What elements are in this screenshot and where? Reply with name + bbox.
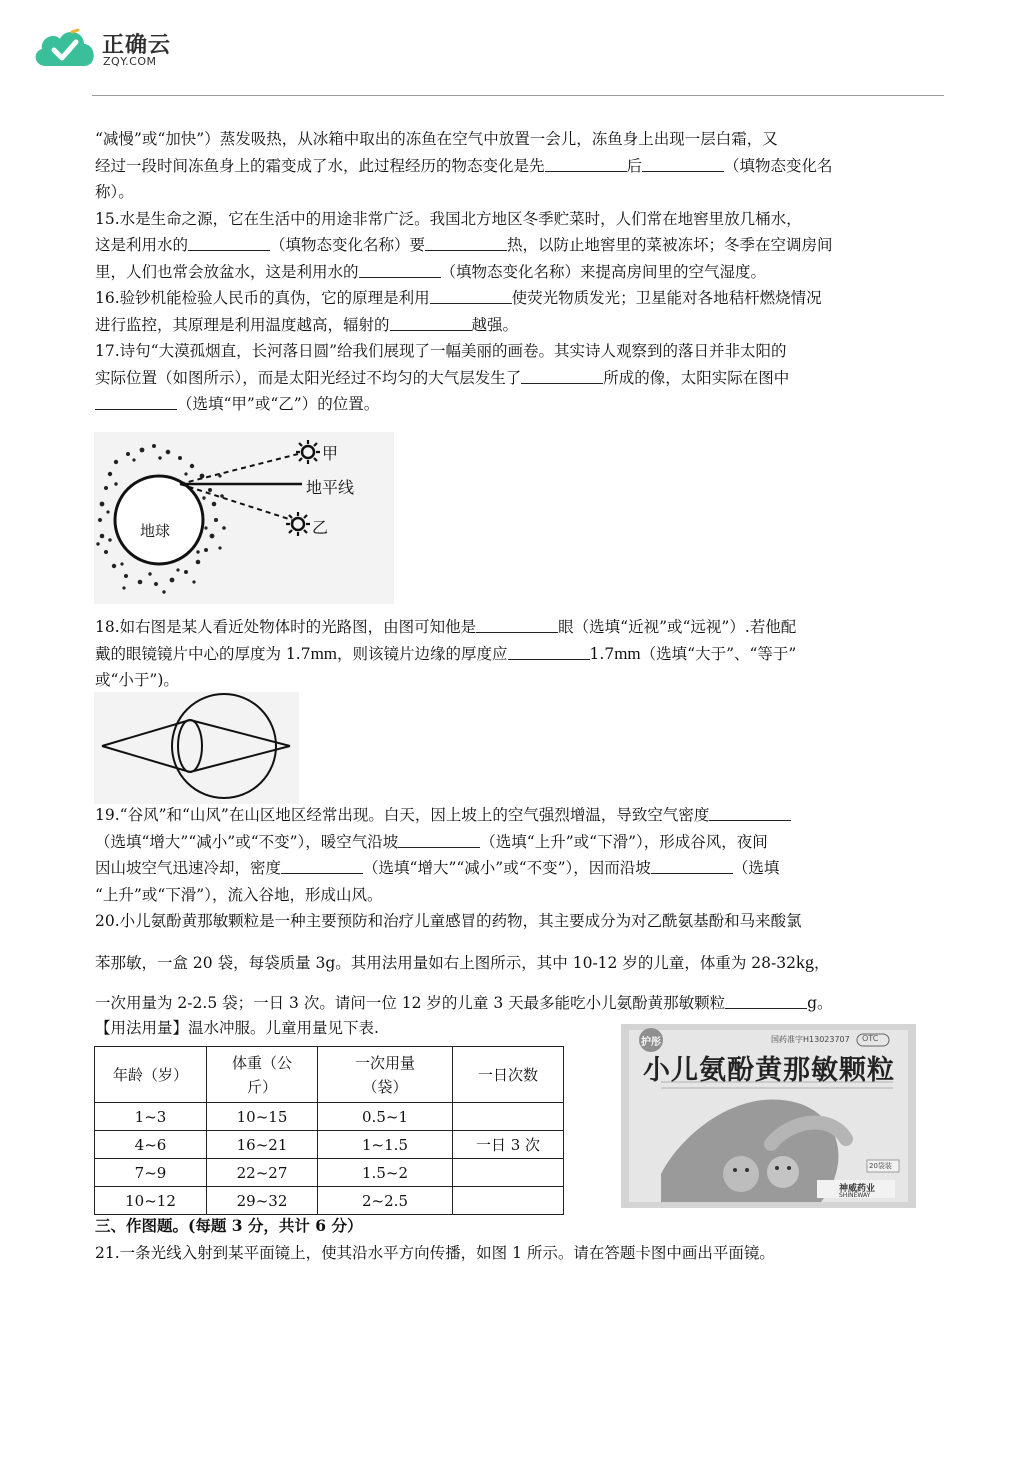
q20-line-1: 20.小儿氨酚黄那敏颗粒是一种主要预防和治疗儿童感冒的药物，其主要成分为对乙酰氨基酚和马来酸氯 xyxy=(95,912,802,930)
header-divider xyxy=(92,95,944,96)
answer-blank[interactable] xyxy=(725,992,807,1009)
box-badge: 护彤 xyxy=(641,1037,661,1048)
q14-line-3: 称）。 xyxy=(95,183,134,201)
q19-line-1: 19.“谷风”和“山风”在山区地区经常出现。白天，因上坡上的空气强烈增温，导致空气密度 xyxy=(95,802,937,829)
box-title: 小儿氨酚黄那敏颗粒 xyxy=(643,1055,895,1086)
q15-line-2: 这是利用水的 （填物态变化名称）要 热，以防止地窖里的菜被冻坏；冬季在空调房间 xyxy=(95,236,833,254)
answer-blank[interactable] xyxy=(430,287,512,304)
answer-blank[interactable] xyxy=(95,393,177,410)
question-content-3 xyxy=(95,802,937,1039)
sun-yi-icon xyxy=(286,512,310,536)
q15-line-1: 15.水是生命之源，它在生活中的用途非常广泛。我国北方地区冬季贮菜时，人们常在地窖里放几桶水， xyxy=(95,209,802,228)
q14-line-1: “减慢”或“加快”）蒸发吸热，从冰箱中取出的冻鱼在空气中放置一会儿，冻鱼身上出现一层白霜，又 xyxy=(95,130,778,148)
times-per-day: 一日 3 次 xyxy=(453,1131,564,1159)
medicine-box-image xyxy=(621,1024,916,1208)
answer-blank[interactable] xyxy=(188,234,270,251)
answer-blank[interactable] xyxy=(642,155,724,172)
sun-jia-icon xyxy=(296,440,320,464)
q20-line-3: 一次用量为 2-2.5 袋；一日 3 次。请问一位 12 岁的儿童 3 天最多能吃小儿氨酚黄那敏颗粒 g。 xyxy=(95,994,833,1012)
answer-blank[interactable] xyxy=(359,261,441,278)
table-row: 10~12 29~32 2~2.5 xyxy=(95,1187,564,1215)
answer-blank[interactable] xyxy=(545,155,627,172)
answer-blank[interactable] xyxy=(281,857,363,874)
answer-blank[interactable] xyxy=(390,314,472,331)
q19-line-4: “上升”或“下滑”），流入谷地，形成山风。 xyxy=(95,885,383,904)
q21-line: 21.一条光线入射到某平面镜上，使其沿水平方向传播，如图 1 所示。请在答题卡图中画出平面镜。 xyxy=(95,1243,775,1262)
q20-usage: 【用法用量】温水冲服。儿童用量见下表. xyxy=(95,1018,379,1037)
q15-line-3: 里，人们也常会放盆水，这是利用水的 （填物态变化名称）来提高房间里的空气湿度。 xyxy=(95,262,767,281)
table-row: 7~9 22~27 1.5~2 xyxy=(95,1159,564,1187)
table-row: 4~6 16~21 1~1.5 一日 3 次 xyxy=(95,1131,564,1159)
cloud-check-logo-icon xyxy=(30,22,100,72)
q17-line-2: 实际位置（如图所示），而是太阳光经过不均匀的大气层发生了 所成的像，太阳实际在图中 xyxy=(95,368,790,387)
q19-line-3: 因山坡空气迅速冷却，密度 （选填“增大”“减小”或“不变”），因而沿坡 （选填 xyxy=(95,859,780,877)
brand-domain: ZQY.COM xyxy=(103,55,157,68)
q20-line-2: 苯那敏，一盒 20 袋，每袋质量 3g。其用法用量如右上图所示，其中 10-12 岁的儿童，体重为 28-32kg， xyxy=(95,951,830,972)
answer-blank[interactable] xyxy=(508,643,590,660)
q18-line-1: 18.如右图是某人看近处物体时的光路图，由图可知他是 眼（选填“近视”或“远视”）.若他配 xyxy=(95,618,797,636)
box-approval: 国药准字H13023707 xyxy=(771,1035,850,1044)
section-3-title: 三、作图题。(每题 3 分，共计 6 分） xyxy=(95,1216,363,1235)
q17-line-3: （选填“甲”或“乙”）的位置。 xyxy=(95,391,937,418)
question-content-2 xyxy=(95,614,937,694)
answer-blank[interactable] xyxy=(398,831,480,848)
answer-blank[interactable] xyxy=(425,234,507,251)
yi-label: 乙 xyxy=(312,518,329,537)
box-maker-en: SHINEWAY xyxy=(839,1192,871,1199)
q16-line-1: 16.验钞机能检验人民币的真伪，它的原理是利用 使荧光物质发光；卫星能对各地秸杆燃烧情况 xyxy=(95,289,822,307)
box-otc: OTC xyxy=(862,1034,879,1043)
question-content-4 xyxy=(95,1213,937,1266)
table-row: 1~3 10~15 0.5~1 xyxy=(95,1103,564,1131)
jia-label: 甲 xyxy=(322,444,339,463)
q18-line-3: 或“小于”)。 xyxy=(95,671,179,689)
q16-line-2: 进行监控，其原理是利用温度越高，辐射的 越强。 xyxy=(95,315,519,334)
q17-line-1: 17.诗句“大漠孤烟直，长河落日圆”给我们展现了一幅美丽的画卷。其实诗人观察到的落日并非太阳的 xyxy=(95,342,787,360)
answer-blank[interactable] xyxy=(651,857,733,874)
dosage-table xyxy=(94,1046,564,1215)
table-header: 一日次数 xyxy=(453,1047,564,1103)
table-header: 一次用量 （袋） xyxy=(318,1047,453,1103)
answer-blank[interactable] xyxy=(476,616,558,633)
refraction-figure xyxy=(94,432,394,604)
q19-line-2: （选填“增大”“减小”或“不变”），暖空气沿坡 （选填“上升”或“下滑”），形成谷风，夜间 xyxy=(95,832,768,851)
answer-blank[interactable] xyxy=(709,804,791,821)
q18-line-2: 戴的眼镜镜片中心的厚度为 1.7mm，则该镜片边缘的厚度应 1.7mm（选填“大于”、“等于” xyxy=(95,643,797,663)
eye-optics-figure xyxy=(94,692,299,804)
answer-blank[interactable] xyxy=(521,367,603,384)
table-header: 年龄（岁） xyxy=(95,1047,207,1103)
earth-label: 地球 xyxy=(140,522,171,540)
horizon-label: 地平线 xyxy=(306,478,355,497)
table-header: 体重（公 斤） xyxy=(207,1047,318,1103)
brand-name: 正确云 xyxy=(102,33,172,58)
box-maker: 神威药业 xyxy=(839,1184,876,1194)
q14-line-2: 经过一段时间冻鱼身上的霜变成了水，此过程经历的物态变化是先 后 （填物态变化名 xyxy=(95,156,833,175)
box-count: 20袋装 xyxy=(869,1162,892,1170)
question-content xyxy=(95,126,937,418)
